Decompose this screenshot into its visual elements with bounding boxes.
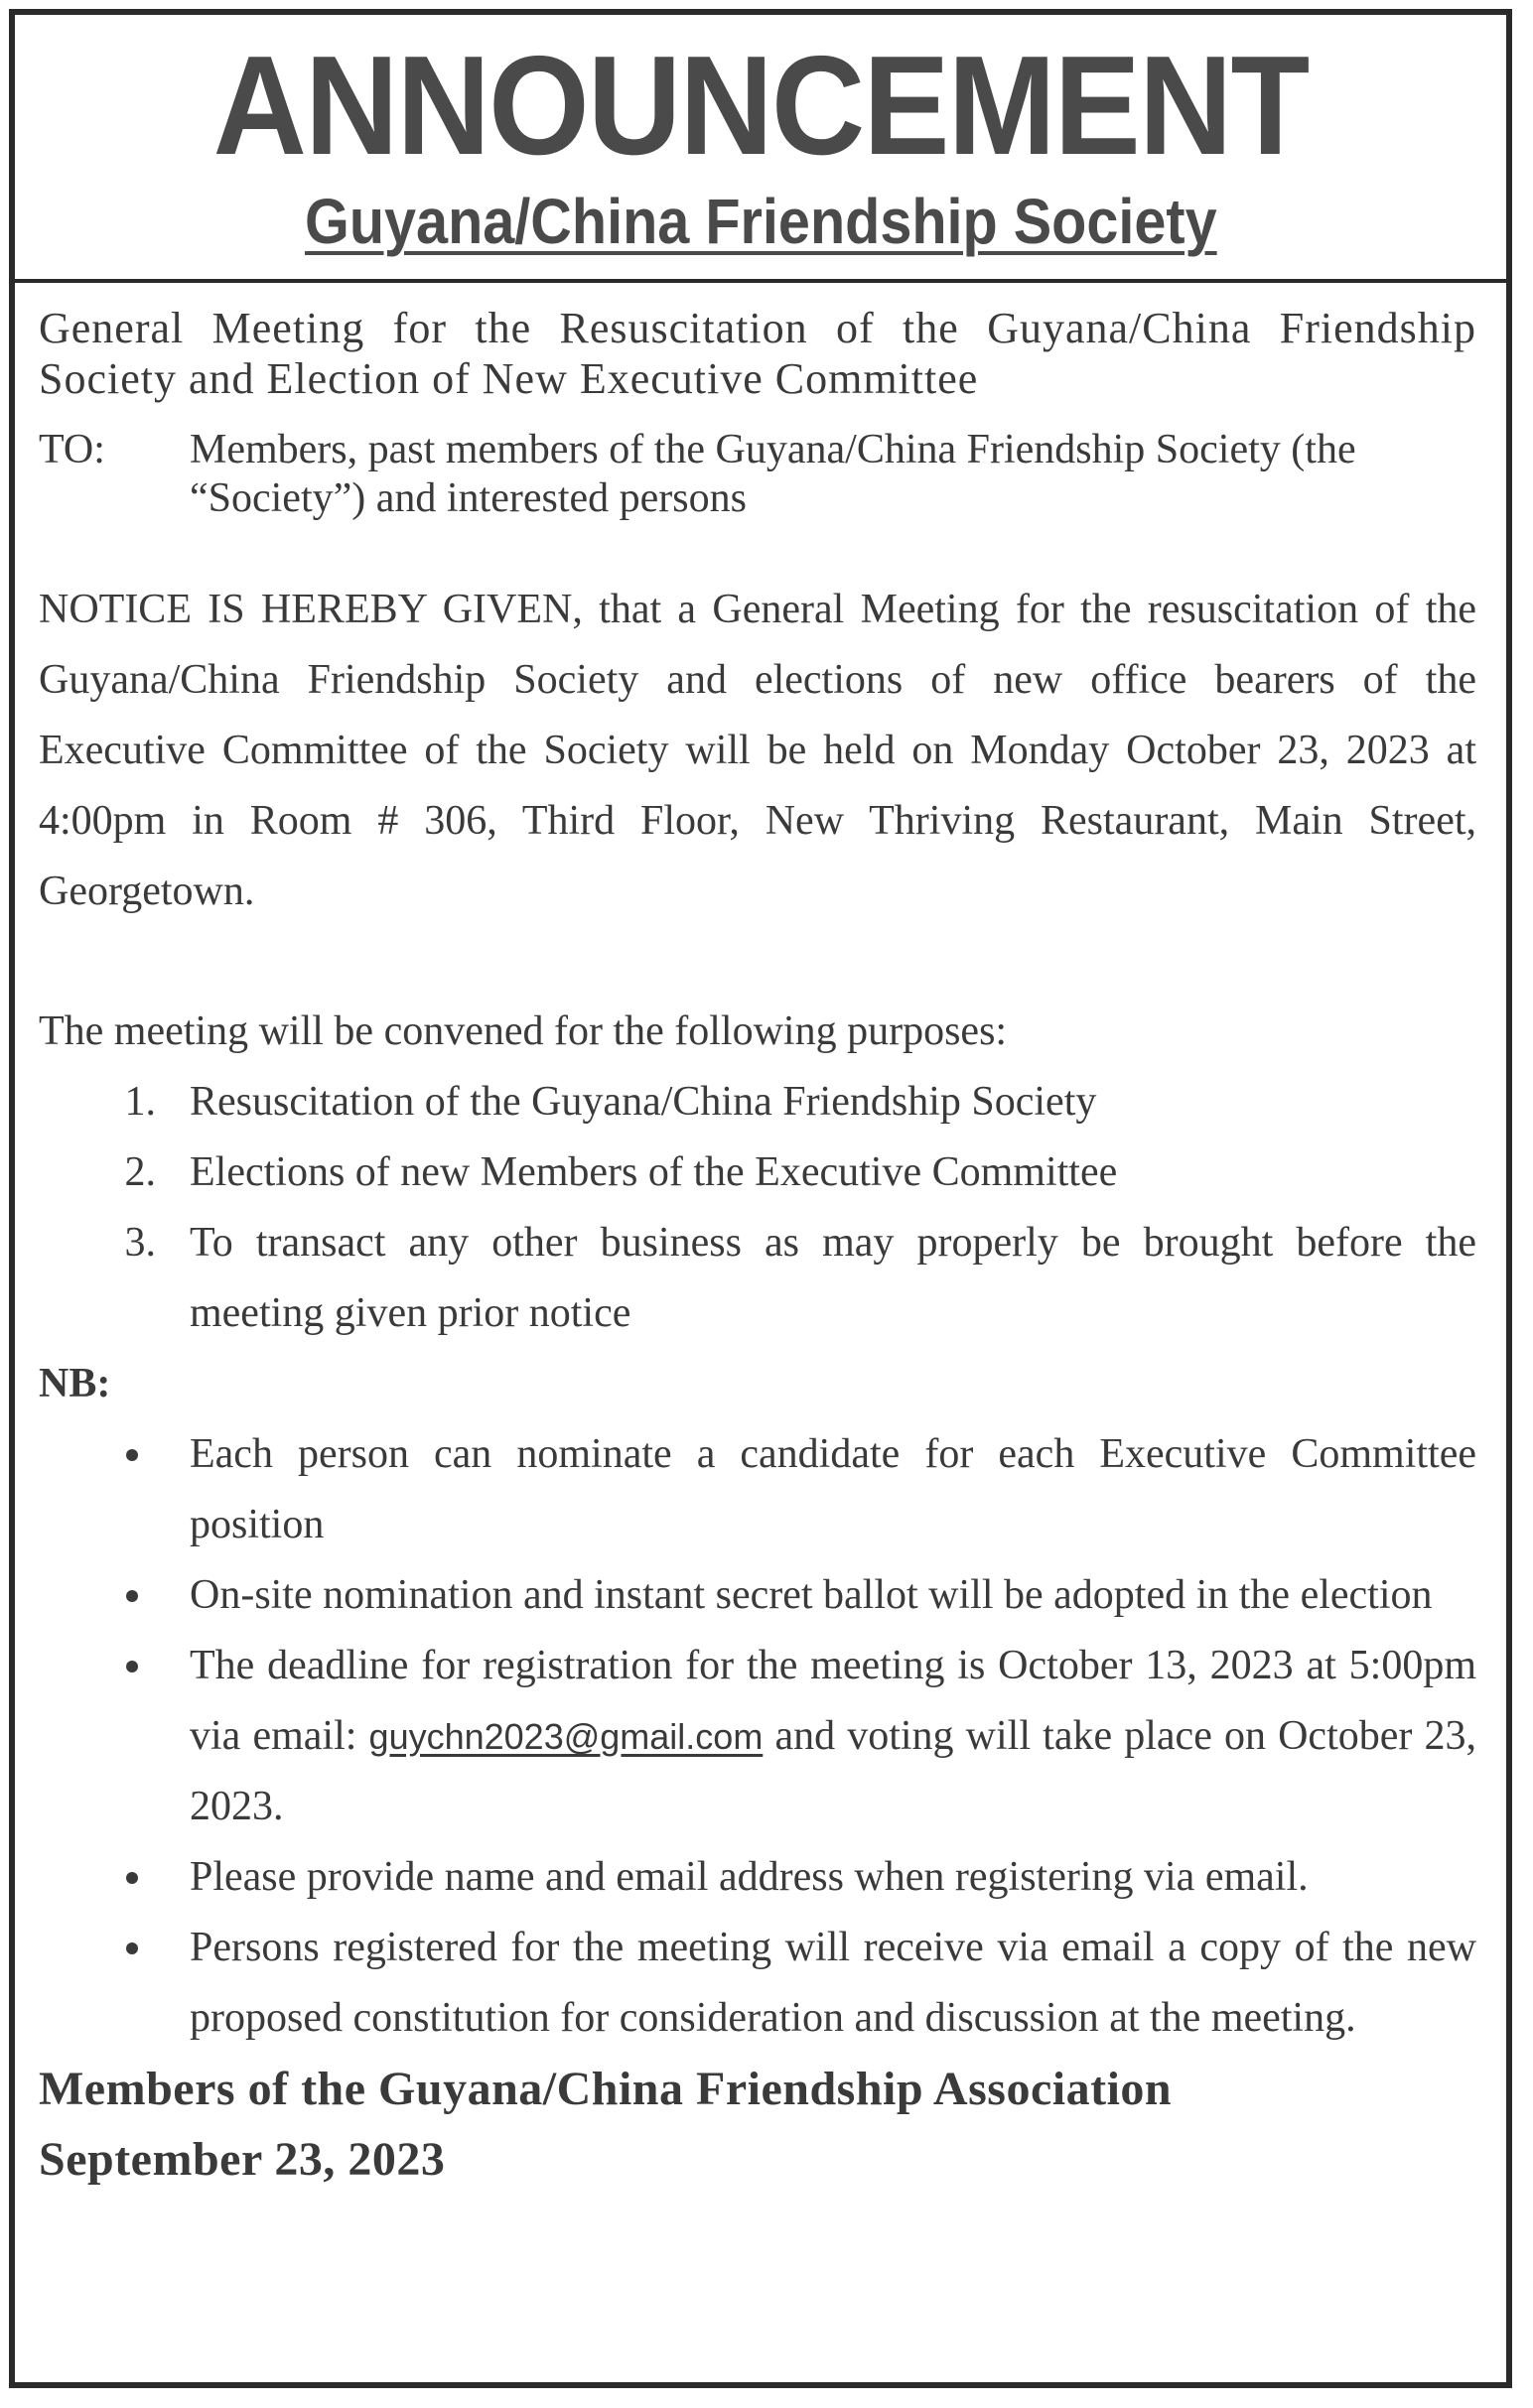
- recipients-label: TO:: [39, 427, 105, 472]
- bullet-icon: [39, 1560, 190, 1631]
- purposes-intro: The meeting will be convened for the following purposes:: [39, 1008, 1008, 1054]
- notice-paragraph: NOTICE IS HEREBY GIVEN, that a General Meeting for the resuscitation of the Guyana/China Friendship Society and elections of new office bearers of the Executive Committee of the Society will be held on Monday October 23, 2023 at 4:00pm in Room # 306, Third Floor, New Thriving Restaurant, Main Street, Georgetown.: [39, 587, 1476, 914]
- purpose-item: [39, 1137, 1476, 1208]
- recipients-row: [39, 426, 1476, 523]
- announcement-title: ANNOUNCEMENT: [212, 27, 1309, 185]
- purpose-number: 1.: [124, 1079, 156, 1125]
- nb-text: Persons registered for the meeting will receive via email a copy of the new proposed constitution for consideration and discussion at the meeting.: [190, 1925, 1476, 2041]
- nb-text: Each person can nominate a candidate for each Executive Committee position: [190, 1431, 1476, 1547]
- nb-text-registration: [190, 1631, 1476, 1842]
- nb-text: On-site nomination and instant secret ballot will be adopted in the election: [190, 1572, 1433, 1618]
- meeting-title: General Meeting for the Resuscitation of the Guyana/China Friendship Society and Election of New Executive Committee: [39, 304, 1476, 403]
- purpose-item: [39, 1067, 1476, 1137]
- signoff-date: September 23, 2023: [39, 2133, 446, 2186]
- announcement-page: [9, 9, 1512, 2388]
- nb-item: [39, 1419, 1476, 1560]
- society-subtitle-text: Guyana/China Friendship Society: [304, 186, 1217, 257]
- announcement-header: [15, 15, 1506, 283]
- nb-item: [39, 1913, 1476, 2054]
- nb-item: [39, 1560, 1476, 1631]
- purposes-list: [39, 1067, 1476, 1349]
- nb-item: [39, 1631, 1476, 1842]
- nb-list: [39, 1419, 1476, 2054]
- nb-item: [39, 1842, 1476, 1913]
- society-subtitle: [15, 182, 1506, 261]
- bullet-icon: [39, 1419, 190, 1560]
- purpose-number: 2.: [124, 1149, 156, 1195]
- nb-text: Please provide name and email address when registering via email.: [190, 1854, 1309, 1900]
- registration-email-link[interactable]: guychn2023@gmail.com: [368, 1716, 764, 1757]
- purpose-text: To transact any other business as may properly be brought before the meeting given prior notice: [190, 1220, 1476, 1336]
- nb-heading: NB:: [39, 1361, 111, 1406]
- purpose-text: Elections of new Members of the Executive Committee: [190, 1149, 1118, 1195]
- recipients-text: Members, past members of the Guyana/China Friendship Society (the “Society”) and interested persons: [190, 427, 1356, 521]
- bullet-icon: [39, 1913, 190, 2054]
- bullet-icon: [39, 1842, 190, 1913]
- registration-deadline-text: The deadline for registration for the meeting is October 13, 2023 at 5:00pm via email:: [190, 1643, 1476, 1759]
- purpose-text: Resuscitation of the Guyana/China Friendship Society: [190, 1079, 1097, 1125]
- signoff-organization: Members of the Guyana/China Friendship Association: [39, 2063, 1173, 2115]
- bullet-icon: [39, 1631, 190, 1842]
- voting-date-text: and voting will take place on October 23, 2023.: [190, 1713, 1476, 1829]
- announcement-body: [39, 303, 1476, 2195]
- purpose-item: [39, 1208, 1476, 1349]
- purpose-number: 3.: [124, 1220, 156, 1266]
